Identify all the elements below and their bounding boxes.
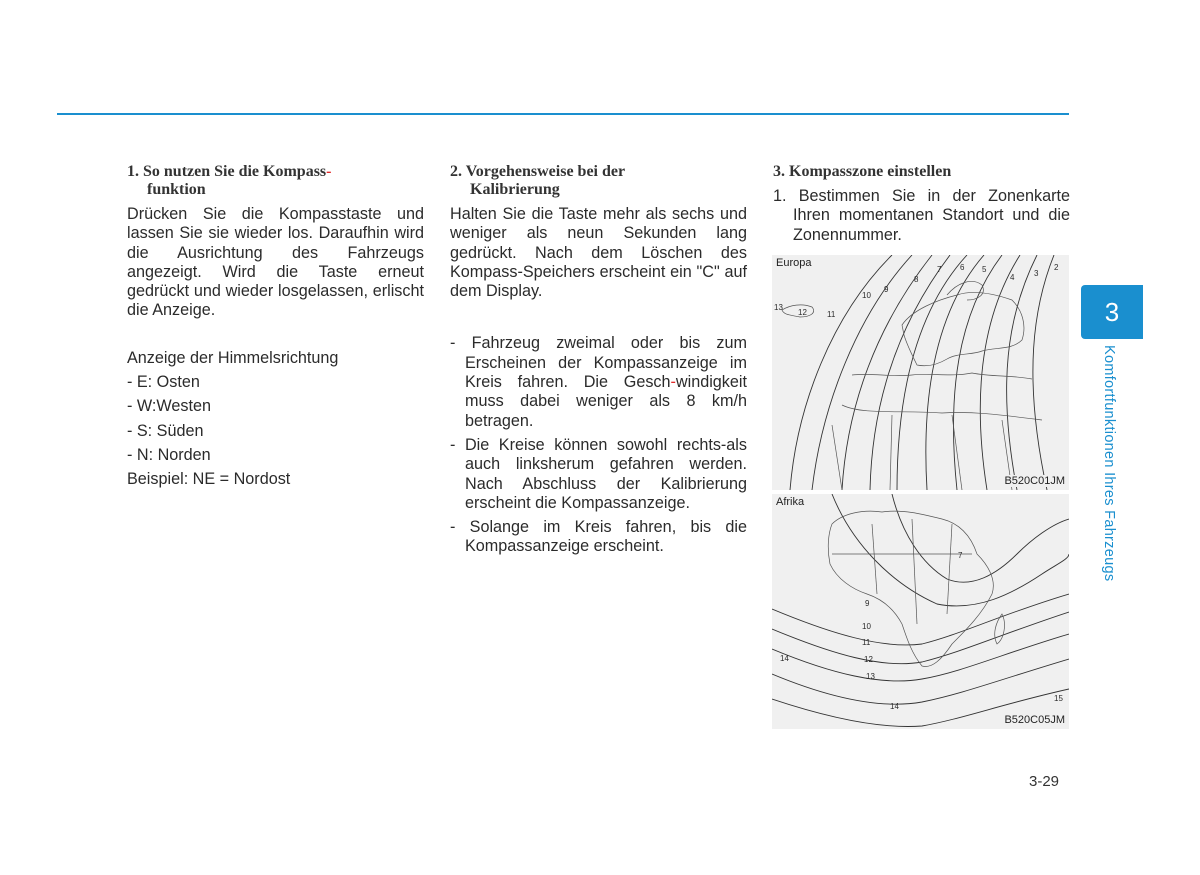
europe-zone-map xyxy=(772,255,1069,490)
zone-label: 9 xyxy=(865,599,870,608)
bullet-drive-circle: - Fahrzeug zweimal oder bis zum Erscheinen der Kompassanzeige im Kreis fahren. Die Gesch-windigkeit muss dabei weniger als 8 km/h betragen. xyxy=(450,334,747,430)
zone-label: 6 xyxy=(960,263,965,272)
example-text: Beispiel: NE = Nordost xyxy=(127,470,291,489)
zone-label: 2 xyxy=(1054,263,1059,272)
paragraph-compass-button: Drücken Sie die Kompasstaste und lassen Sie sie wieder los. Daraufhin wird die Ausrichtung des Fahrzeugs angezeigt. Wird die Taste erneut gedrückt und wieder losgelassen, erlischt die Anzeige. xyxy=(127,205,424,320)
section-heading-zone: 3. Kompasszone einstellen xyxy=(773,163,952,180)
zone-label: 7 xyxy=(958,551,963,560)
zone-label: 12 xyxy=(864,655,873,664)
section-heading-calibration: 2. Vorgehensweise bei der Kalibrierung xyxy=(450,163,626,198)
list-item-east: - E: Osten xyxy=(127,373,200,392)
list-item-north: - N: Norden xyxy=(127,445,211,464)
africa-zone-map xyxy=(772,494,1069,729)
paragraph-direction-display: Anzeige der Himmelsrichtung xyxy=(127,348,339,367)
africa-map-code: B520C05JM xyxy=(1004,714,1065,726)
zone-label: 10 xyxy=(862,291,871,300)
column-3 xyxy=(773,163,1070,245)
header-rule xyxy=(57,113,1069,115)
zone-label: 3 xyxy=(1034,269,1039,278)
zone-label: 8 xyxy=(914,275,919,284)
zone-label: 5 xyxy=(982,265,987,274)
zone-label: 13 xyxy=(866,672,875,681)
europe-map-code: B520C01JM xyxy=(1004,475,1065,487)
step-determine-zone: 1. Bestimmen Sie in der Zonenkarte Ihren momentanen Standort und die Zonennummer. xyxy=(773,187,1070,244)
bullet-direction: - Die Kreise können sowohl rechts-als auch linksherum gefahren werden. Nach Abschluss der Kalibrierung erscheint die Kompassanzeige. xyxy=(450,435,747,512)
chapter-title: Komfortfunktionen Ihres Fahrzeugs xyxy=(1101,345,1117,582)
paragraph-calibration: Halten Sie die Taste mehr als sechs und weniger als neun Sekunden lang gedrückt. Nach dem Löschen des Kompass-Speichers erscheint ein "C" auf dem Display. xyxy=(450,205,747,301)
zone-label: 13 xyxy=(774,303,783,312)
zone-label: 14 xyxy=(780,654,789,663)
column-1 xyxy=(127,163,424,490)
zone-label: 12 xyxy=(798,308,807,317)
chapter-tab: 3 xyxy=(1081,285,1143,339)
europe-map-drawing xyxy=(772,255,1069,490)
zone-label: 9 xyxy=(884,285,889,294)
europe-map-label: Europa xyxy=(776,257,812,269)
zone-label: 7 xyxy=(937,265,942,274)
zone-label: 4 xyxy=(1010,273,1015,282)
column-2 xyxy=(450,163,747,557)
zone-label: 14 xyxy=(890,702,899,711)
africa-map-label: Afrika xyxy=(776,496,805,508)
page-number: 3-29 xyxy=(1029,773,1060,790)
list-item-west: - W:Westen xyxy=(127,397,211,416)
zone-label: 11 xyxy=(862,638,871,647)
section-heading-compass-use: 1. So nutzen Sie die Kompass- funktion xyxy=(127,163,332,198)
africa-map-drawing xyxy=(772,494,1069,729)
zone-label: 10 xyxy=(862,622,871,631)
bullet-until-display: - Solange im Kreis fahren, bis die Kompassanzeige erscheint. xyxy=(450,518,747,556)
zone-label: 11 xyxy=(827,310,836,319)
zone-label: 15 xyxy=(1054,694,1063,703)
list-item-south: - S: Süden xyxy=(127,421,204,440)
